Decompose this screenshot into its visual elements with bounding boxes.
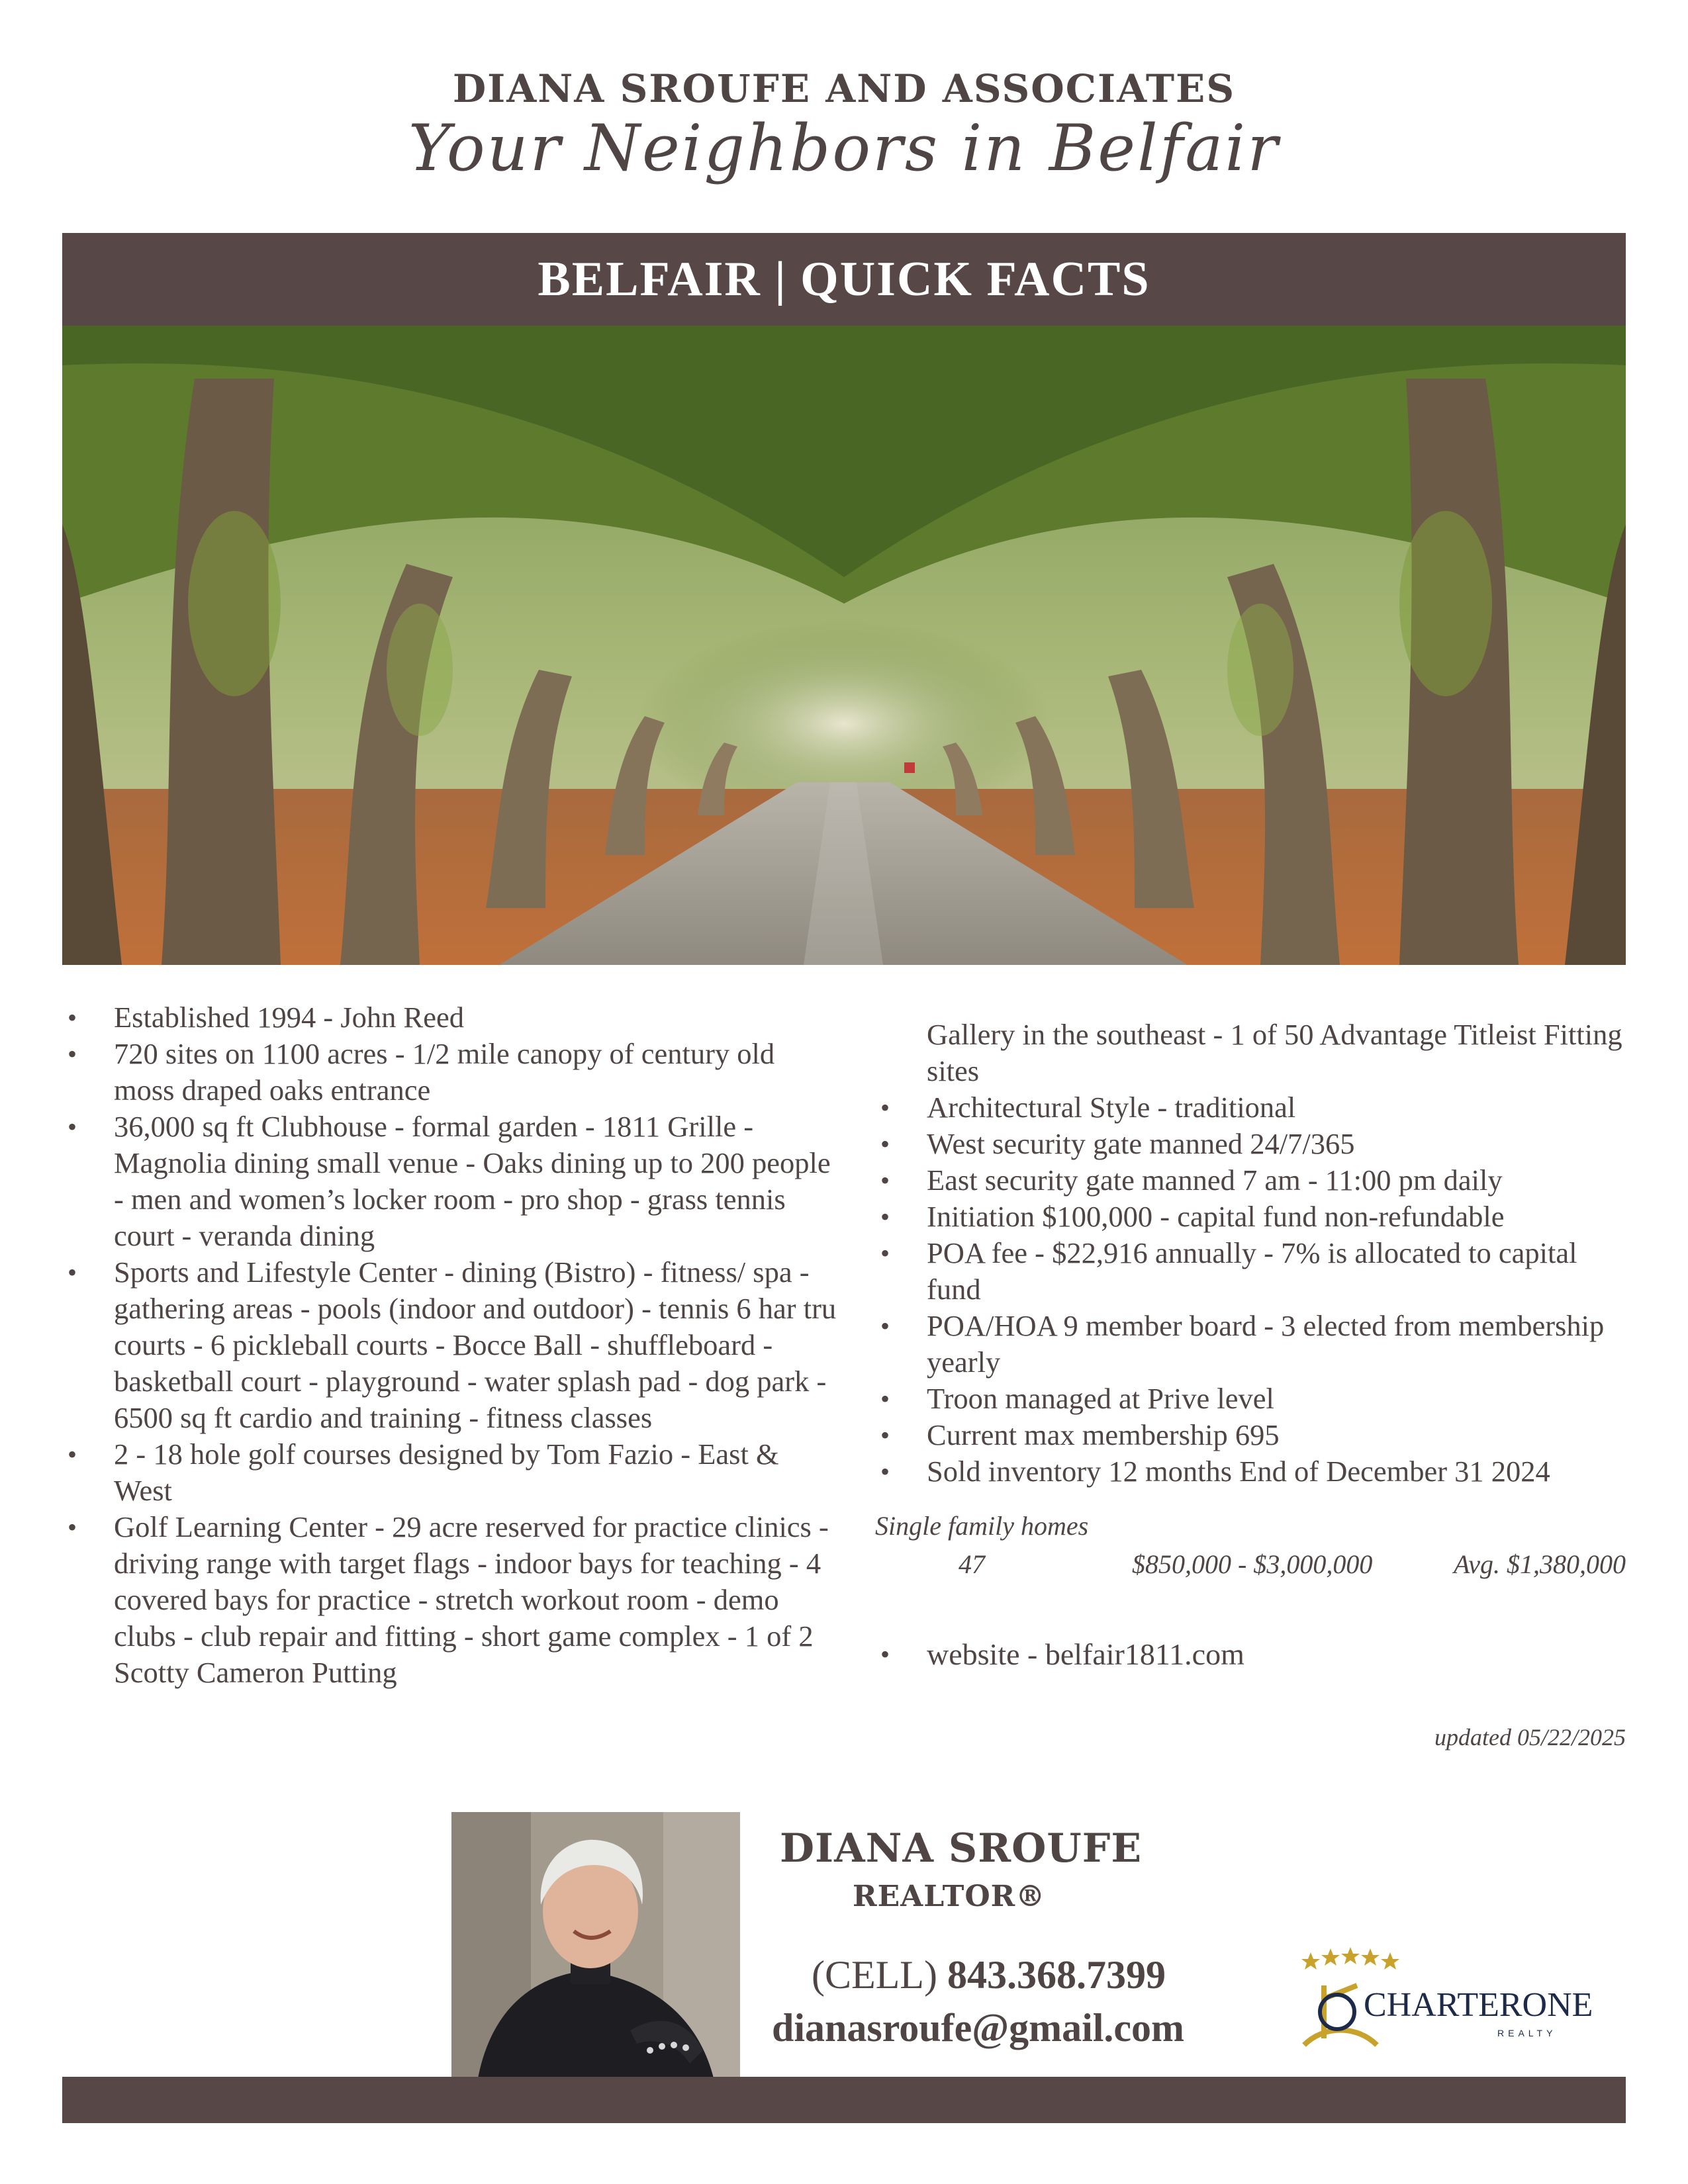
list-item: • West security gate manned 24/7/365 (875, 1126, 1636, 1162)
list-item: • 2 - 18 hole golf courses designed by Tom Fazio - East & West (62, 1436, 837, 1509)
agent-phone (812, 1952, 1166, 1998)
page-title: BELFAIR | QUICK FACTS (538, 252, 1150, 306)
phone-number[interactable]: 843.368.7399 (947, 1953, 1166, 1997)
brokerage-sub: REALTY (1497, 2028, 1557, 2038)
homes-average-price: Avg. $1,380,000 (1454, 1549, 1626, 1579)
brokerage-name: CHARTERONE (1364, 1986, 1593, 2024)
title-banner (62, 233, 1626, 326)
list-item: • POA fee - $22,916 annually - 7% is allocated to capital fund (875, 1235, 1636, 1308)
list-item: • POA/HOA 9 member board - 3 elected from membership yearly (875, 1308, 1636, 1381)
phone-label: (CELL) (812, 1953, 937, 1997)
list-item: • 36,000 sq ft Clubhouse - formal garden - 1811 Grille - Magnolia dining small venue - Oaks dining up to 200 people - men and women’s locker room - pro shop - grass tennis court - veranda dining (62, 1109, 837, 1254)
website-list (875, 1636, 1636, 1672)
list-item: • Troon managed at Prive level (875, 1381, 1636, 1417)
list-item: • Architectural Style - traditional (875, 1089, 1636, 1126)
agent-name: DIANA SROUFE (780, 1825, 1143, 1872)
list-item: • Established 1994 - John Reed (62, 999, 837, 1036)
list-item: • Sports and Lifestyle Center - dining (Bistro) - fitness/ spa - gathering areas - pools (indoor and outdoor) - tennis 6 har tru courts - 6 pickleball courts - Bocce Ball - shuffleboard - basketball court - playground - water splash pad - dog park - 6500 sq ft cardio and training - fitness classes (62, 1254, 837, 1436)
agent-photo (451, 1812, 740, 2078)
tagline: Your Neighbors in Belfair (408, 111, 1280, 185)
agent-title: REALTOR® (853, 1880, 1046, 1913)
website-link[interactable]: • website - belfair1811.com (875, 1636, 1636, 1672)
list-item: • Current max membership 695 (875, 1417, 1636, 1453)
updated-date: updated 05/22/2025 (1434, 1724, 1626, 1751)
homes-price-range: $850,000 - $3,000,000 (1132, 1549, 1373, 1579)
list-item: • Golf Learning Center - 29 acre reserved for practice clinics - driving range with target flags - indoor bays for teaching - 4 covered bays for practice - stretch workout room - demo clubs - club repair and fitting - short game complex - 1 of 2 Scotty Cameron Putting (62, 1509, 837, 1691)
company-name: DIANA SROUFE AND ASSOCIATES (452, 66, 1236, 111)
facts-column-right (875, 1017, 1636, 1490)
list-item: • Sold inventory 12 months End of December 31 2024 (875, 1453, 1636, 1490)
footer-bar (62, 2077, 1626, 2123)
facts-list-right (875, 1089, 1636, 1490)
list-item: • 720 sites on 1100 acres - 1/2 mile canopy of century old moss draped oaks entrance (62, 1036, 837, 1109)
list-item: • East security gate manned 7 am - 11:00 pm daily (875, 1162, 1636, 1199)
homes-heading: Single family homes (875, 1511, 1089, 1541)
homes-count: 47 (959, 1549, 985, 1579)
list-item-continuation: Gallery in the southeast - 1 of 50 Advantage Titleist Fitting sites (927, 1018, 1622, 1087)
hero-image (62, 326, 1626, 965)
agent-email[interactable]: dianasroufe@gmail.com (772, 2006, 1185, 2050)
list-item: • Initiation $100,000 - capital fund non-refundable (875, 1199, 1636, 1235)
facts-list-left (62, 999, 837, 1691)
homes-stats-row (875, 1549, 1626, 1582)
